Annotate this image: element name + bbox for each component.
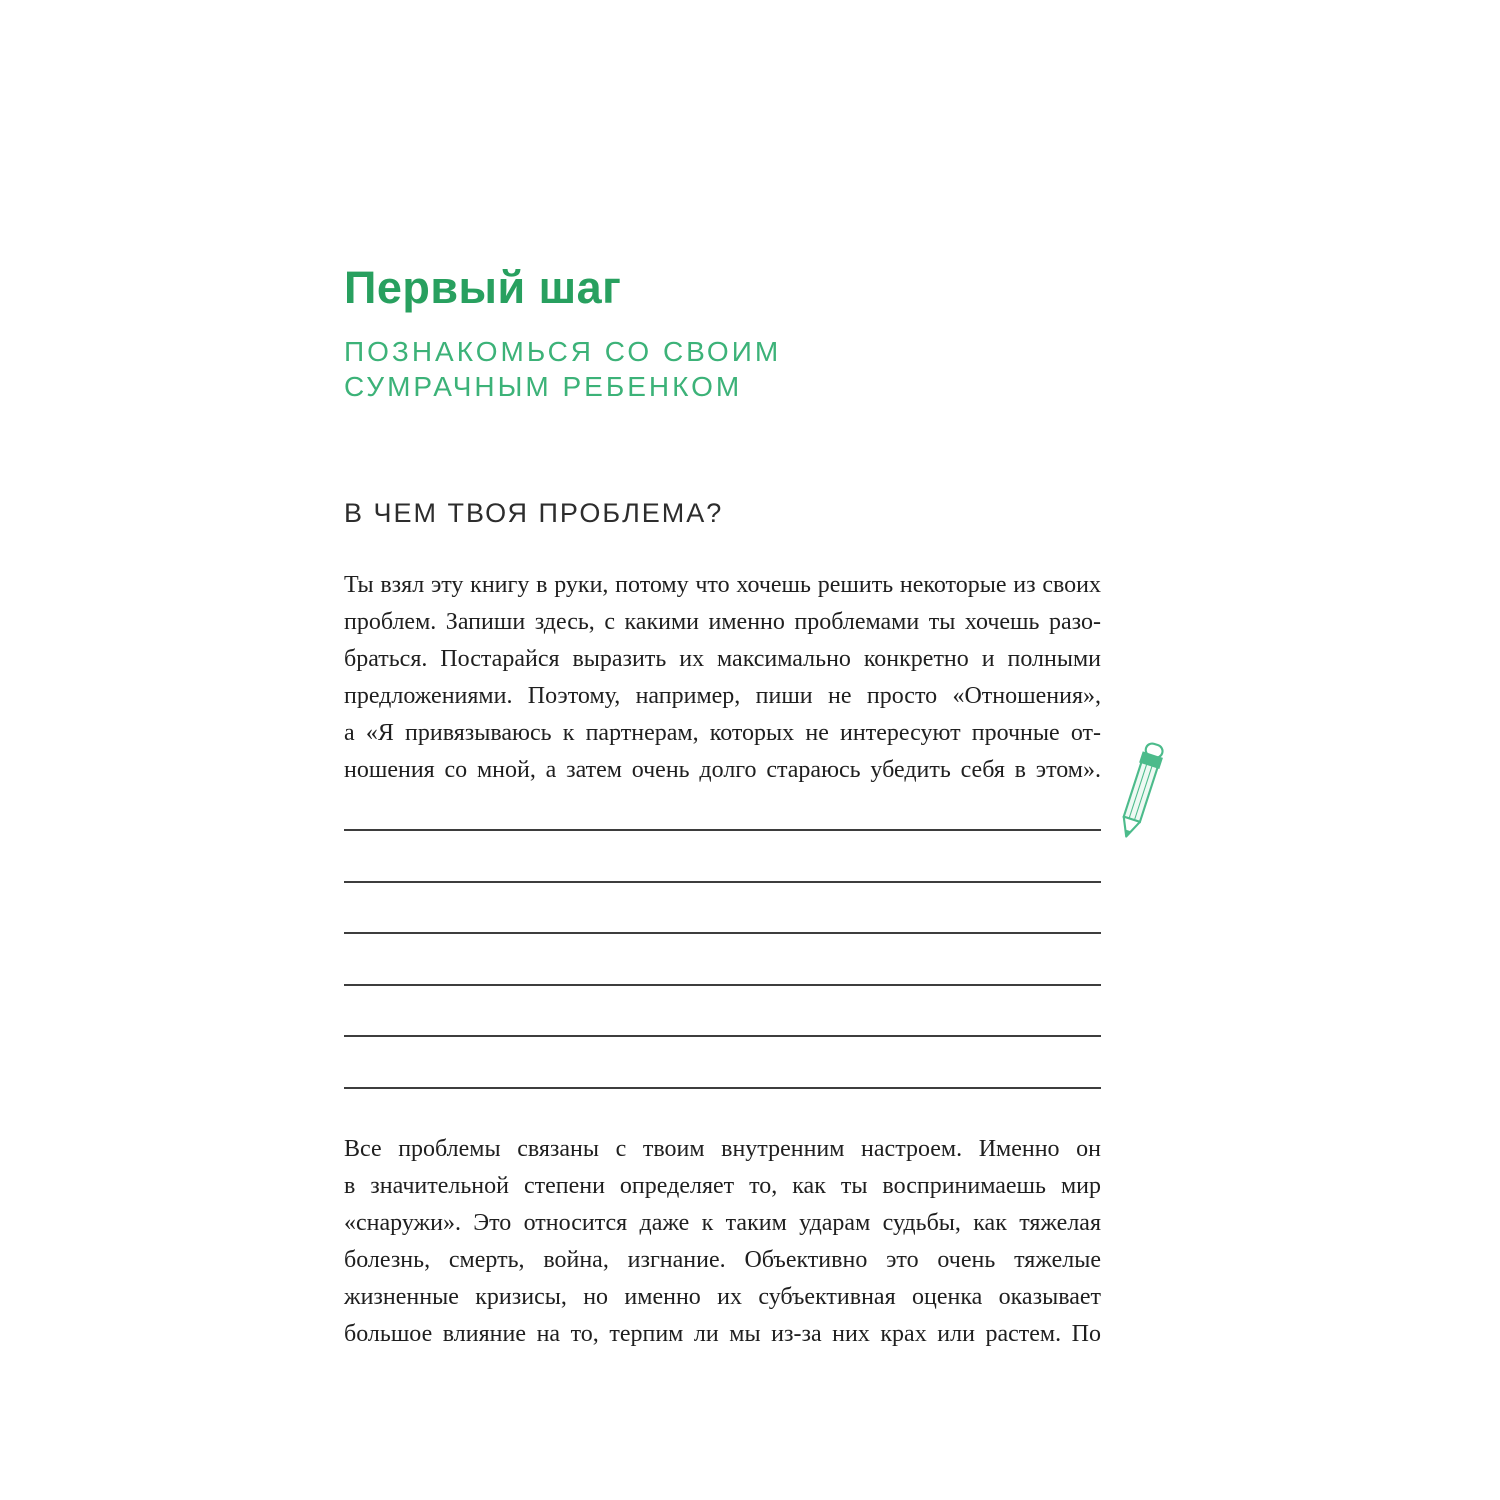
chapter-subtitle-line: СУМРАЧНЫМ РЕБЕНКОМ bbox=[344, 371, 743, 402]
text-line: браться. Постарайся выразить их максимально конкретно и полными bbox=[344, 646, 1101, 672]
writing-line[interactable] bbox=[344, 984, 1101, 1036]
text-line: предложениями. Поэтому, например, пиши не просто «Отношения», bbox=[344, 683, 1101, 709]
writing-line[interactable] bbox=[344, 881, 1101, 933]
text-line: проблем. Запиши здесь, с какими именно проблемами ты хочешь разо- bbox=[344, 609, 1101, 635]
text-line: Все проблемы связаны с твоим внутренним настроем. Именно он bbox=[344, 1136, 1101, 1162]
text-line: Ты взял эту книгу в руки, потому что хочешь решить некоторые из своих bbox=[344, 572, 1101, 598]
section-heading: В ЧЕМ ТВОЯ ПРОБЛЕМА? bbox=[344, 498, 724, 528]
writing-lines bbox=[344, 829, 1101, 1138]
text-line: а «Я привязываюсь к партнерам, которых не интересуют прочные от- bbox=[344, 720, 1101, 746]
chapter-subtitle-line: ПОЗНАКОМЬСЯ СО СВОИМ bbox=[344, 336, 782, 367]
body-paragraph bbox=[344, 1131, 1101, 1353]
text-line: большое влияние на то, терпим ли мы из-за них крах или растем. По bbox=[344, 1321, 1101, 1347]
intro-paragraph bbox=[344, 567, 1101, 789]
text-line: в значительной степени определяет то, как ты воспринимаешь мир bbox=[344, 1173, 1101, 1199]
chapter-title: Первый шаг bbox=[344, 262, 622, 313]
text-line: «снаружи». Это относится даже к таким ударам судьбы, как тяжелая bbox=[344, 1210, 1101, 1236]
writing-line[interactable] bbox=[344, 932, 1101, 984]
chapter-subtitle bbox=[344, 334, 1104, 404]
text-line: ношения со мной, а затем очень долго стараюсь убедить себя в этом». bbox=[344, 757, 1101, 783]
text-line: жизненные кризисы, но именно их субъективная оценка оказывает bbox=[344, 1284, 1101, 1310]
text-line: болезнь, смерть, война, изгнание. Объективно это очень тяжелые bbox=[344, 1247, 1101, 1273]
pencil-icon bbox=[1103, 740, 1179, 842]
writing-line[interactable] bbox=[344, 1035, 1101, 1087]
writing-line[interactable] bbox=[344, 829, 1101, 881]
